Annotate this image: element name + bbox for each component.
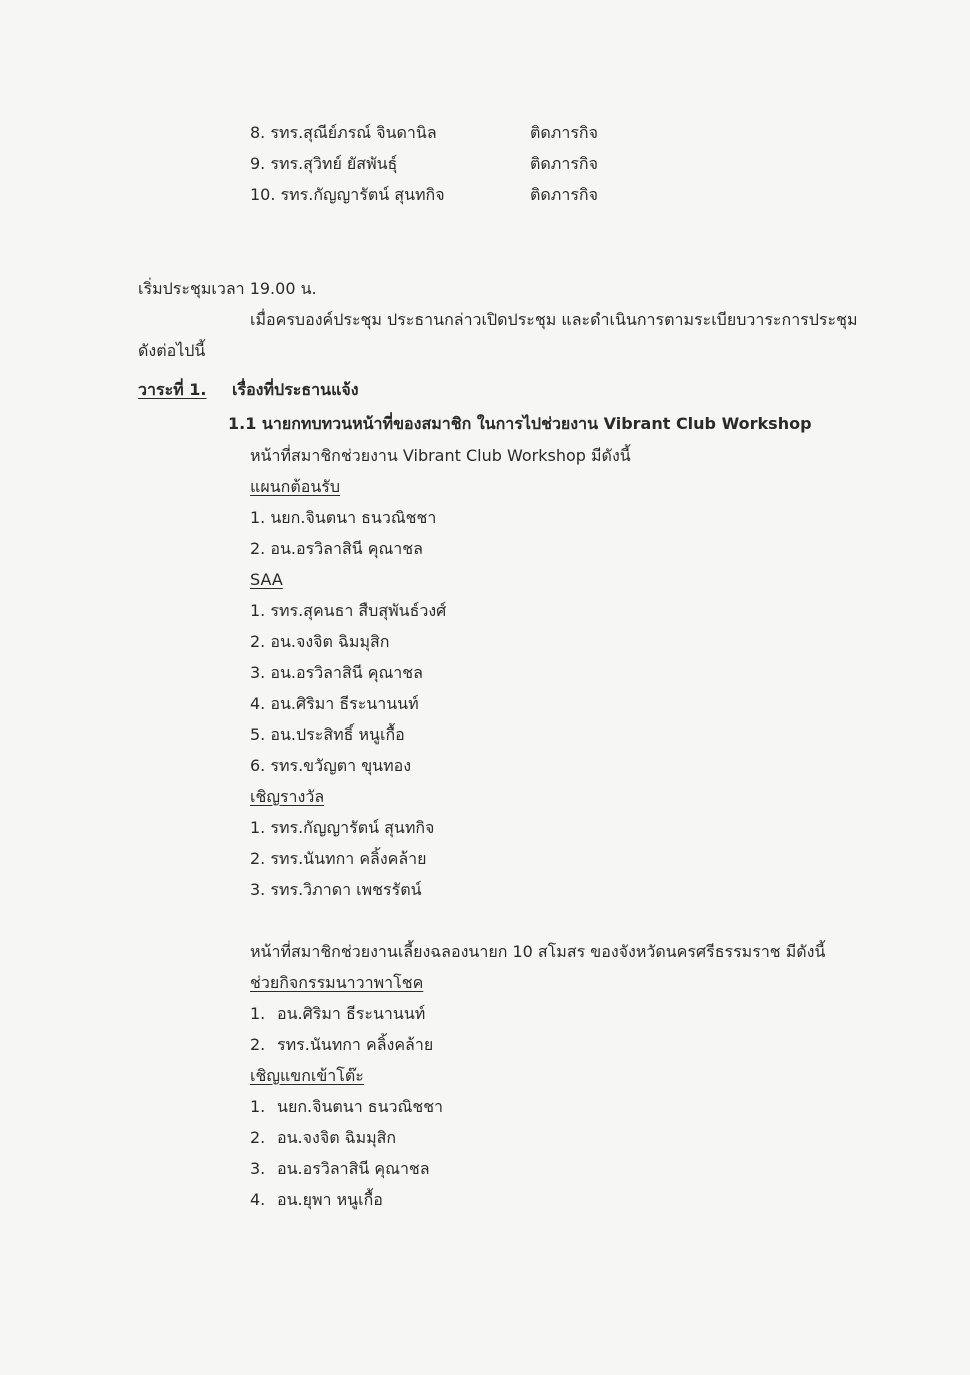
guests-member-name: อน.ยุพา หนูเกื้อ xyxy=(277,1190,383,1209)
guests-member-number: 1. xyxy=(250,1097,266,1116)
saa-member: 1. รทร.สุคนธา สืบสุพันธ์วงศ์ xyxy=(250,601,447,620)
nava-member-name: รทร.นันทกา คลิ้งคล้าย xyxy=(277,1035,434,1054)
absent-status-10: ติดภารกิจ xyxy=(530,185,598,204)
award-member: 1. รทร.กัญญารัตน์ สุนทกิจ xyxy=(250,818,435,837)
duty-intro: หน้าที่สมาชิกช่วยงาน Vibrant Club Workshop มีดังนี้ xyxy=(250,446,631,465)
saa-member: 3. อน.อรวิลาสินี คุณาชล xyxy=(250,663,423,682)
award-member: 3. รทร.วิภาดา เพชรรัตน์ xyxy=(250,880,422,899)
guests-member-number: 3. xyxy=(250,1159,266,1178)
nava-heading: ช่วยกิจกรรมนาวาพาโชค xyxy=(250,973,424,992)
guests-member-name: นยก.จินตนา ธนวณิชชา xyxy=(277,1097,444,1116)
agenda-item-title: 1.1 นายกทบทวนหน้าที่ของสมาชิก ในการไปช่วยงาน Vibrant Club Workshop xyxy=(228,414,812,433)
saa-member: 5. อน.ประสิทธิ์ หนูเกื้อ xyxy=(250,725,405,744)
absent-status-9: ติดภารกิจ xyxy=(530,154,598,173)
guests-member-name: อน.อรวิลาสินี คุณาชล xyxy=(277,1159,430,1178)
guests-member-name: อน.จงจิต ฉิมมุสิก xyxy=(277,1128,397,1147)
meeting-opening-line1: เมื่อครบองค์ประชุม ประธานกล่าวเปิดประชุม และดำเนินการตามระเบียบวาระการประชุม xyxy=(250,310,858,329)
saa-member: 2. อน.จงจิต ฉิมมุสิก xyxy=(250,632,390,651)
party-intro: หน้าที่สมาชิกช่วยงานเลี้ยงฉลองนายก 10 สโมสร ของจังหวัดนครศรีธรรมราช มีดังนี้ xyxy=(250,942,826,961)
saa-member: 4. อน.ศิริมา ธีระนานนท์ xyxy=(250,694,419,713)
agenda-title: เรื่องที่ประธานแจ้ง xyxy=(232,380,359,399)
agenda-label: วาระที่ 1. xyxy=(138,380,207,399)
nava-member-number: 2. xyxy=(250,1035,266,1054)
award-member: 2. รทร.นันทกา คลิ้งคล้าย xyxy=(250,849,427,868)
absent-name-8: 8. รทร.สุณีย์ภรณ์ จินดานิล xyxy=(250,123,437,142)
reception-member: 2. อน.อรวิลาสินี คุณาชล xyxy=(250,539,423,558)
saa-member: 6. รทร.ขวัญตา ขุนทอง xyxy=(250,756,412,775)
nava-member-name: อน.ศิริมา ธีระนานนท์ xyxy=(277,1004,426,1023)
guests-member-number: 4. xyxy=(250,1190,266,1209)
meeting-start: เริ่มประชุมเวลา 19.00 น. xyxy=(138,279,317,298)
saa-heading: SAA xyxy=(250,570,283,589)
absent-name-10: 10. รทร.กัญญารัตน์ สุนทกิจ xyxy=(250,185,445,204)
guests-member-number: 2. xyxy=(250,1128,266,1147)
award-heading: เชิญรางวัล xyxy=(250,787,325,806)
absent-status-8: ติดภารกิจ xyxy=(530,123,598,142)
nava-member-number: 1. xyxy=(250,1004,266,1023)
meeting-opening-line2: ดังต่อไปนี้ xyxy=(138,341,206,360)
reception-member: 1. นยก.จินตนา ธนวณิชชา xyxy=(250,508,437,527)
absent-name-9: 9. รทร.สุวิทย์ ยัสพันธุ์ xyxy=(250,154,398,173)
reception-heading: แผนกต้อนรับ xyxy=(250,477,340,496)
guests-heading: เชิญแขกเข้าโต๊ะ xyxy=(250,1066,364,1085)
